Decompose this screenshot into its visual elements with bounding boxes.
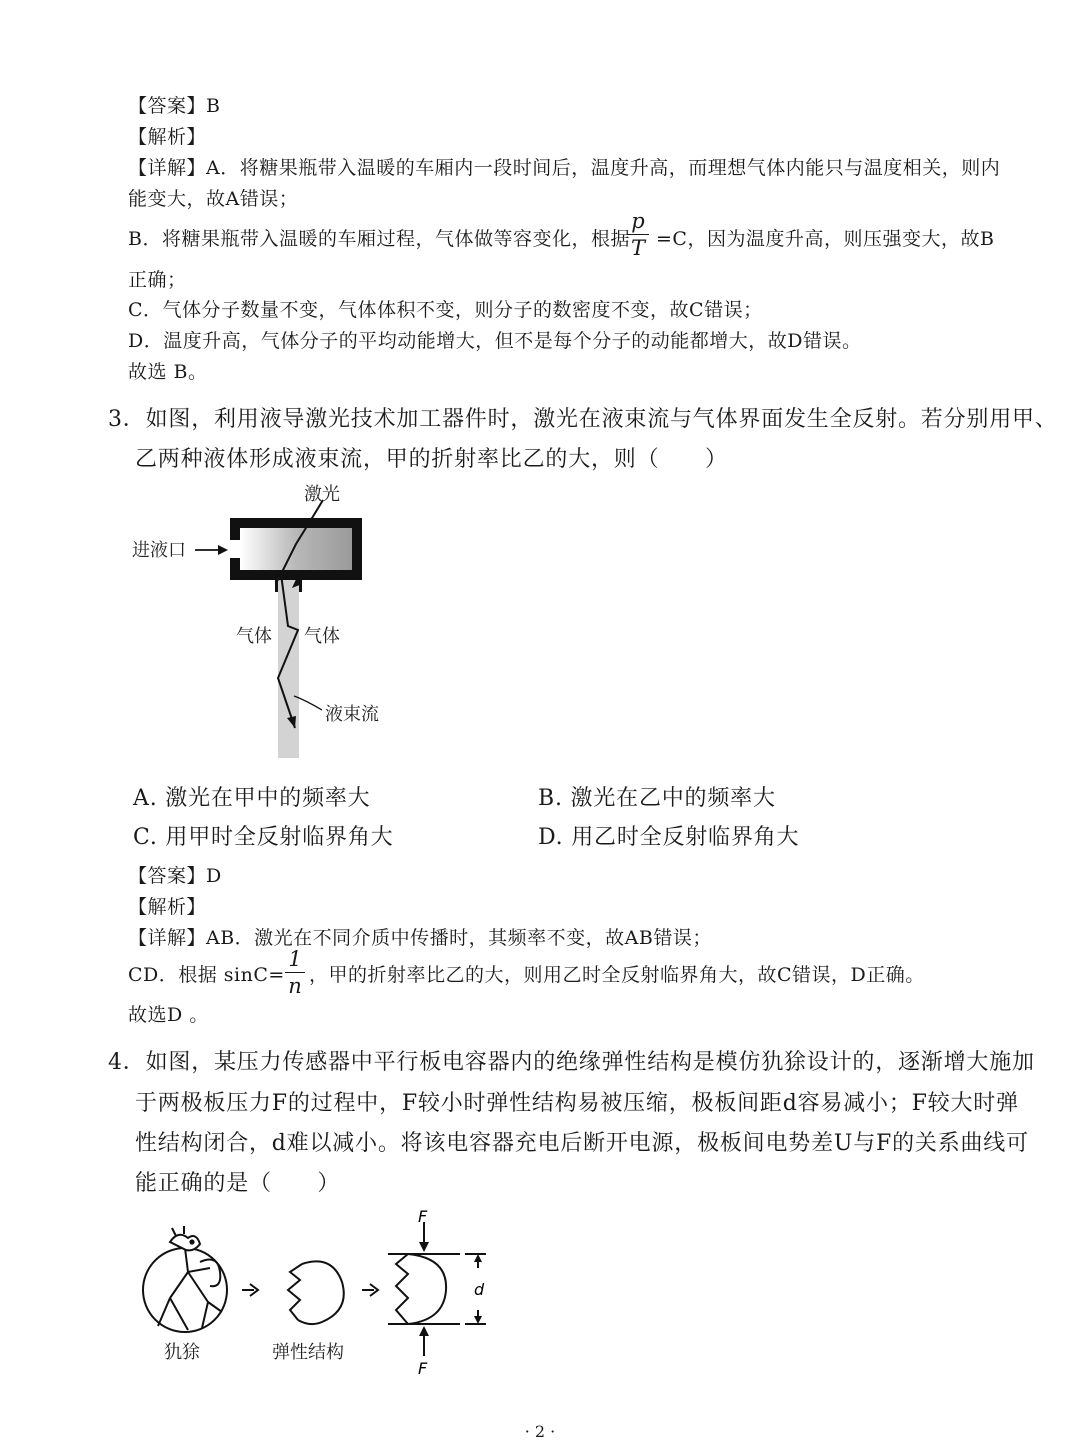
force-arrow-up <box>419 1326 429 1336</box>
page-number: · 2 · <box>524 1422 556 1441</box>
q4-stem-line2: 于两极板压力F的过程中，F较小时弹性结构易被压缩，极板间距d容易减小；F较大时弹 <box>135 1091 1019 1116</box>
q2-analysis-label: 【解析】 <box>128 126 207 148</box>
q3-fraction-numerator: 1 <box>288 947 302 971</box>
q2-fraction-denominator: T <box>630 236 645 260</box>
q3-option-c: C. 用甲时全反射临界角大 <box>133 825 394 850</box>
inlet-arrow <box>218 545 228 555</box>
q2-fraction-numerator: p <box>631 209 645 233</box>
chamber-interior <box>240 528 352 570</box>
armadillo-drawing <box>143 1226 227 1332</box>
q3-fraction-denominator: n <box>288 974 302 998</box>
label-gap-d: d <box>474 1280 485 1299</box>
label-gas-right: 气体 <box>304 626 340 647</box>
force-arrow-down <box>419 1242 429 1252</box>
q2-detail-a-line1: 【详解】A．将糖果瓶带入温暖的车厢内一段时间后，温度升高，而理想气体内能只与温度相关，则内 <box>128 157 1001 179</box>
label-jet: 液束流 <box>325 704 379 725</box>
label-force-bottom: F <box>418 1359 428 1377</box>
q3-detail-cd-post: ，甲的折射率比乙的大，则用乙时全反射临界角大，故C错误，D正确。 <box>309 964 925 986</box>
q4-armadillo-figure <box>130 1202 510 1377</box>
q2-detail-a-line2: 能变大，故A错误； <box>128 188 299 210</box>
q3-option-d: D. 用乙时全反射临界角大 <box>538 825 800 850</box>
q2-answer: 【答案】B <box>128 95 221 117</box>
elastic-structure-open <box>288 1261 344 1324</box>
label-laser: 激光 <box>304 484 340 505</box>
q4-stem-line3: 性结构闭合，d难以减小。将该电容器充电后断开电源，极板间电势差U与F的关系曲线可 <box>135 1131 1029 1156</box>
q3-stem-line2: 乙两种液体形成液束流，甲的折射率比乙的大，则（ ） <box>135 447 728 472</box>
arrow-right-icon <box>242 1284 258 1296</box>
q4-stem-line1: 4．如图，某压力传感器中平行板电容器内的绝缘弹性结构是模仿犰狳设计的，逐渐增大施加 <box>108 1050 1035 1075</box>
label-armadillo: 犰狳 <box>164 1342 200 1363</box>
q3-stem-line1: 3．如图，利用液导激光技术加工器件时，激光在液束流与气体界面发生全反射。若分别用甲、 <box>108 407 1058 432</box>
q2-detail-c: C．气体分子数量不变，气体体积不变，则分子的数密度不变，故C错误； <box>128 299 763 321</box>
q2-detail-b-line2: 正确； <box>128 269 187 291</box>
q3-fraction <box>285 948 305 997</box>
q3-detail-cd-pre: CD．根据 sinC= <box>128 964 285 986</box>
q2-detail-d: D．温度升高，气体分子的平均动能增大，但不是每个分子的动能都增大，故D错误。 <box>128 330 862 352</box>
q2-fraction <box>627 210 649 259</box>
q2-detail-b-post: =C，因为温度升高，则压强变大，故B <box>656 228 995 250</box>
label-gas-left: 气体 <box>236 626 272 647</box>
q3-analysis-label: 【解析】 <box>128 896 207 918</box>
q3-answer: 【答案】D <box>128 865 222 887</box>
q3-option-a: A. 激光在甲中的频率大 <box>133 786 371 811</box>
q3-option-b: B. 激光在乙中的频率大 <box>538 786 776 811</box>
q3-detail-ab: 【详解】AB．激光在不同介质中传播时，其频率不变，故AB错误； <box>128 927 712 949</box>
q2-conclusion: 故选 B。 <box>128 361 208 383</box>
label-inlet: 进液口 <box>132 540 186 561</box>
label-elastic-structure: 弹性结构 <box>272 1342 344 1363</box>
q3-liquid-laser-figure <box>120 478 400 763</box>
elastic-structure-closed <box>408 1254 446 1324</box>
q3-conclusion: 故选D 。 <box>128 1004 209 1026</box>
label-force-top: F <box>418 1207 428 1226</box>
arrow-right-icon <box>362 1284 378 1296</box>
q4-stem-line4: 能正确的是（ ） <box>135 1171 341 1196</box>
q2-detail-b-pre: B．将糖果瓶带入温暖的车厢过程，气体做等容变化，根据 <box>128 228 630 250</box>
